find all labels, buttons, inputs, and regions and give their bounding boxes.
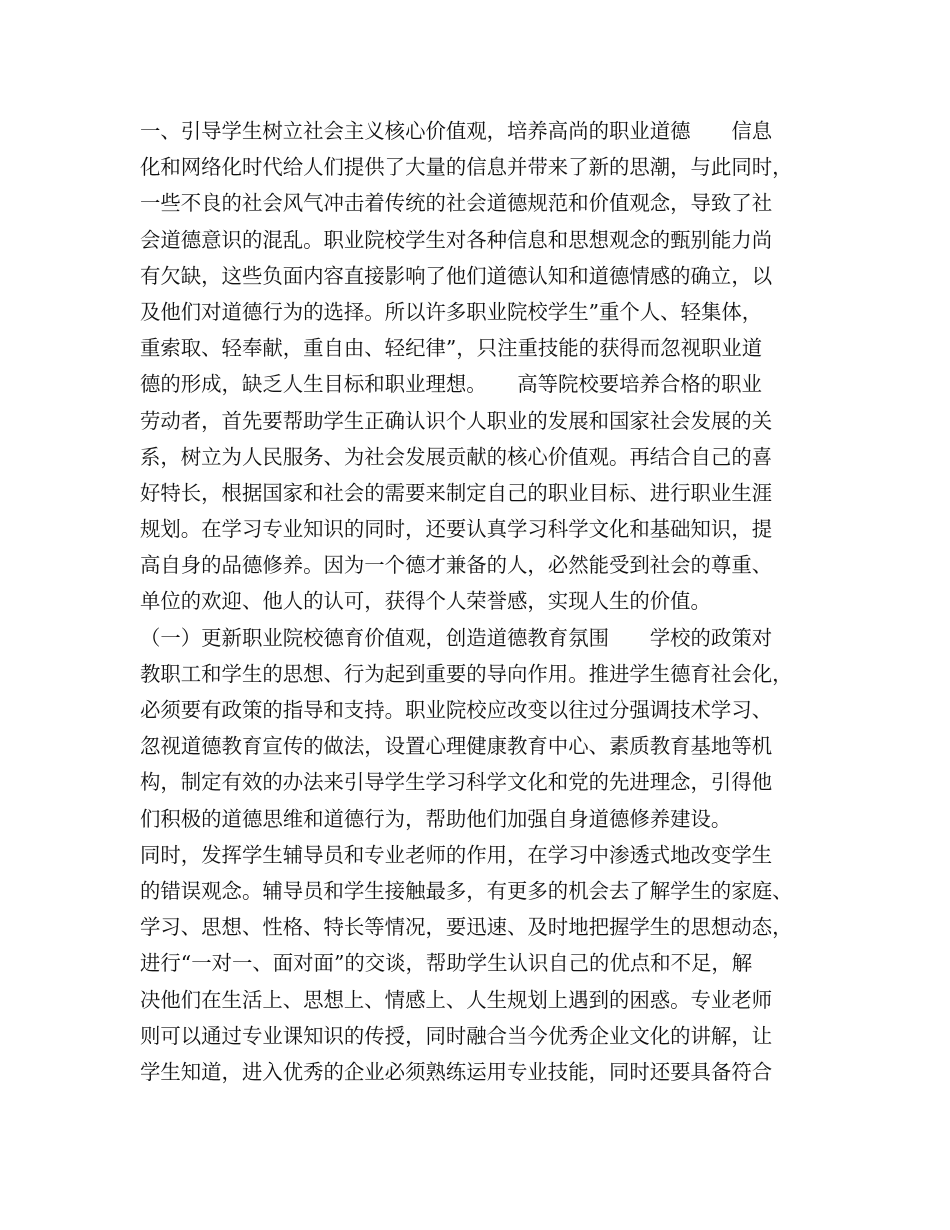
text-line: 进行“一对一、面对面”的交谈，帮助学生认识自己的优点和不足，解 <box>140 951 753 976</box>
text-line: 重索取、轻奉献，重自由、轻纪律”，只注重技能的获得而忽视职业道 <box>140 336 763 361</box>
text-line: 一些不良的社会风气冲击着传统的社会道德规范和价值观念，导致了社 <box>140 191 773 216</box>
text-line: 规划。在学习专业知识的同时，还要认真学习科学文化和基础知识，提 <box>140 517 773 542</box>
text-line: 化和网络化时代给人们提供了大量的信息并带来了新的思潮，与此同时， <box>140 155 793 180</box>
text-line: 劳动者，首先要帮助学生正确认识个人职业的发展和国家社会发展的关 <box>140 408 773 433</box>
text-line: 决他们在生活上、思想上、情感上、人生规划上遇到的困惑。专业老师 <box>140 987 773 1012</box>
text-line: 必须要有政策的指导和支持。职业院校应改变以往过分强调技术学习、 <box>140 698 773 722</box>
text-line: 系，树立为人民服务、为社会发展贡献的核心价值观。再结合自己的喜 <box>140 444 773 469</box>
text-line: 学习、思想、性格、特长等情况，要迅速、及时地把握学生的思想动态， <box>140 915 793 940</box>
text-line: 高自身的品德修养。因为一个德才兼备的人，必然能受到社会的尊重、 <box>140 553 773 578</box>
body-text <box>140 113 830 1090</box>
text-line: 构，制定有效的办法来引导学生学习科学文化和党的先进理念，引得他 <box>140 770 773 795</box>
text-line: 忽视道德教育宣传的做法，设置心理健康教育中心、素质教育基地等机 <box>140 734 773 759</box>
text-line: 同时，发挥学生辅导员和专业老师的作用，在学习中渗透式地改变学生 <box>140 842 773 867</box>
text-line: 及他们对道德行为的选择。所以许多职业院校学生”重个人、轻集体， <box>140 299 763 324</box>
text-line: 教职工和学生的思想、行为起到重要的导向作用。推进学生德育社会化， <box>140 661 793 686</box>
text-line: 会道德意识的混乱。职业院校学生对各种信息和思想观念的甄别能力尚 <box>140 227 773 252</box>
text-line: 一、引导学生树立社会主义核心价值观，培养高尚的职业道德 信息 <box>140 119 773 143</box>
text-line: 则可以通过专业课知识的传授，同时融合当今优秀企业文化的讲解，让 <box>140 1023 773 1048</box>
text-line: 有欠缺，这些负面内容直接影响了他们道德认知和道德情感的确立，以 <box>140 263 773 288</box>
text-line: 单位的欢迎、他人的认可，获得个人荣誉感，实现人生的价值。 <box>140 589 711 614</box>
text-line: （一）更新职业院校德育价值观，创造道德教育氛围 学校的政策对 <box>140 625 773 650</box>
text-line: 学生知道，进入优秀的企业必须熟练运用专业技能，同时还要具备符合 <box>140 1059 773 1084</box>
text-line: 的错误观念。辅导员和学生接触最多，有更多的机会去了解学生的家庭、 <box>140 878 793 903</box>
text-line: 们积极的道德思维和道德行为，帮助他们加强自身道德修养建设。 <box>140 806 732 831</box>
text-line: 德的形成，缺乏人生目标和职业理想。 高等院校要培养合格的职业 <box>140 372 762 397</box>
text-line: 好特长，根据国家和社会的需要来制定自己的职业目标、进行职业生涯 <box>140 480 773 505</box>
